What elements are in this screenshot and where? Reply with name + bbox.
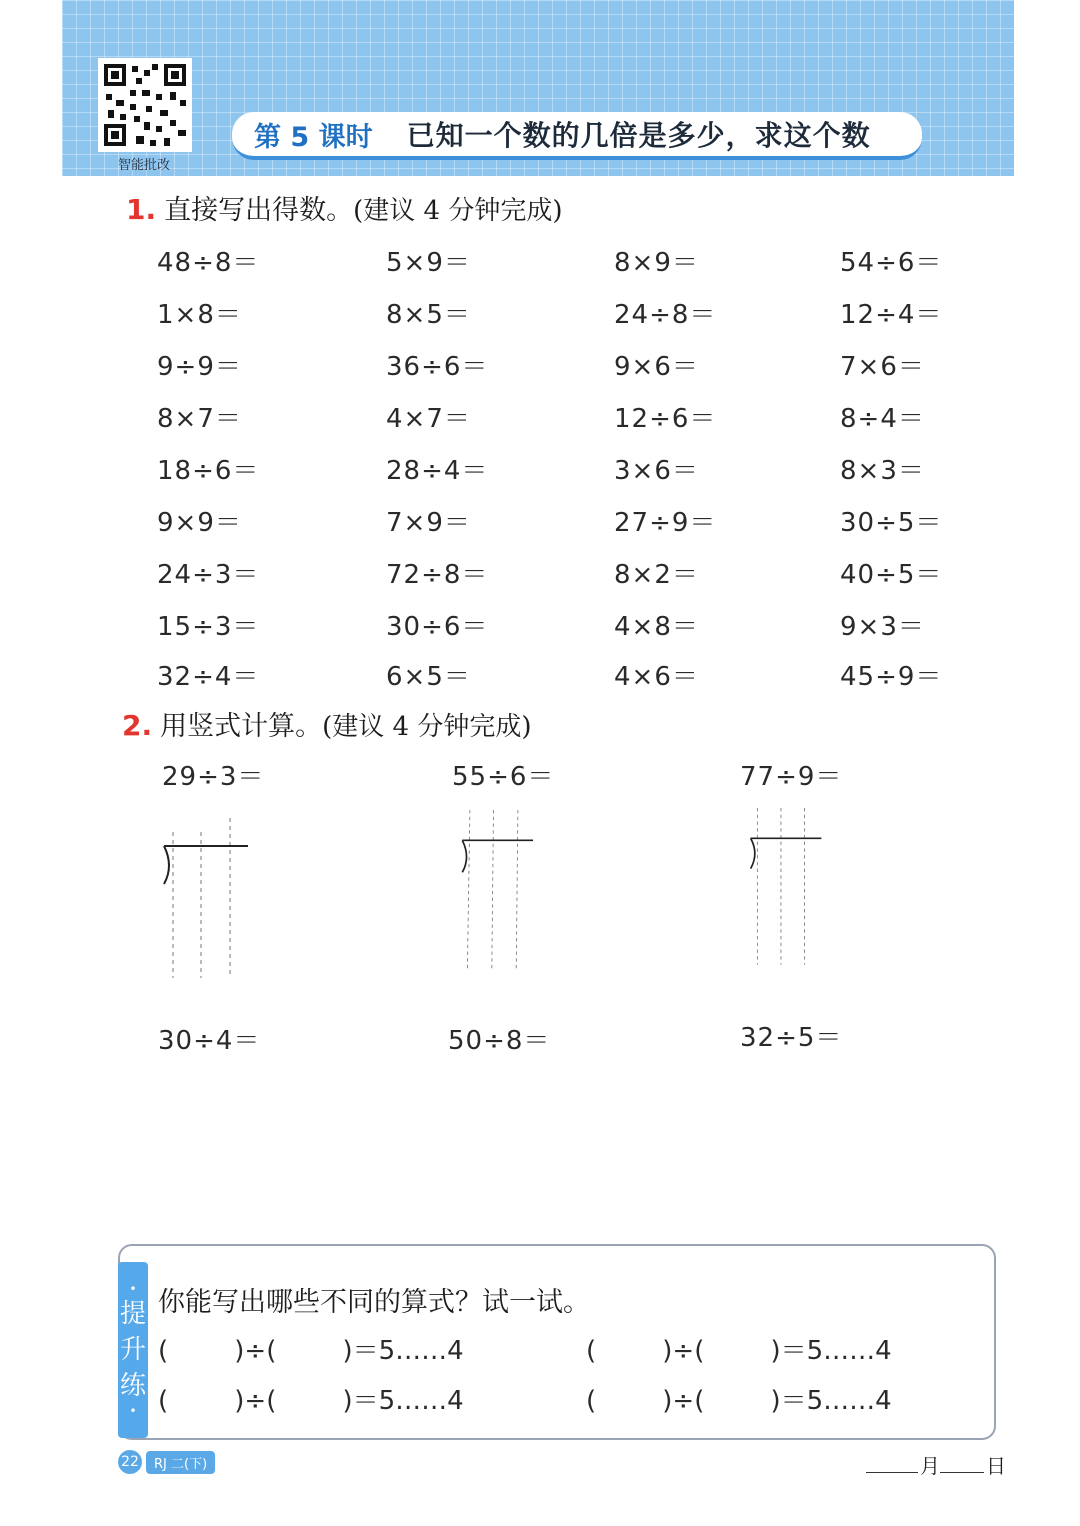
page-number: 22 bbox=[118, 1450, 142, 1474]
tab-dot: • bbox=[129, 1404, 137, 1418]
long-division-workspace[interactable] bbox=[160, 818, 252, 978]
long-division-problem: 29÷3＝ bbox=[162, 762, 265, 792]
math-equation: 40÷5＝ bbox=[840, 560, 943, 590]
long-division-problem: 77÷9＝ bbox=[740, 762, 843, 792]
section-2-heading bbox=[122, 704, 531, 743]
math-equation: 9×3＝ bbox=[840, 612, 925, 642]
math-equation: 48÷8＝ bbox=[157, 248, 260, 278]
math-equation: 7×6＝ bbox=[840, 352, 925, 382]
book-tag: RJ 二(下) bbox=[146, 1451, 215, 1474]
practice-tab-char: 提 bbox=[119, 1299, 146, 1329]
math-equation: 9×6＝ bbox=[614, 352, 699, 382]
math-equation: 54÷6＝ bbox=[840, 248, 943, 278]
lesson-number: 第 5 课时 bbox=[254, 121, 373, 153]
practice-tab-char: 升 bbox=[119, 1335, 146, 1365]
section-2-note: (建议 4 分钟完成) bbox=[322, 712, 532, 742]
math-equation: 1×8＝ bbox=[157, 300, 242, 330]
qr-label: 智能批改 bbox=[117, 158, 170, 173]
math-equation: 30÷5＝ bbox=[840, 508, 943, 538]
section-1-number: 1. bbox=[126, 193, 157, 226]
math-equation: 45÷9＝ bbox=[840, 662, 943, 692]
math-equation: 6×5＝ bbox=[386, 662, 471, 692]
math-equation: 27÷9＝ bbox=[614, 508, 717, 538]
math-equation: 72÷8＝ bbox=[386, 560, 489, 590]
math-equation: 12÷4＝ bbox=[840, 300, 943, 330]
section-1-note: (建议 4 分钟完成) bbox=[353, 196, 563, 226]
lesson-title-bar bbox=[232, 112, 922, 160]
section-1-heading bbox=[126, 188, 562, 227]
month-label: 月 bbox=[920, 1454, 940, 1478]
math-equation: 8×5＝ bbox=[386, 300, 471, 330]
section-1-title: 直接写出得数。 bbox=[164, 195, 354, 226]
math-equation: 18÷6＝ bbox=[157, 456, 260, 486]
month-blank[interactable] bbox=[866, 1472, 918, 1473]
practice-tab-char: 练 bbox=[119, 1371, 146, 1401]
lesson-title: 已知一个数的几倍是多少，求这个数 bbox=[406, 119, 871, 152]
section-2-title: 用竖式计算。 bbox=[160, 711, 323, 742]
long-division-problem: 30÷4＝ bbox=[158, 1026, 261, 1056]
math-equation: 8÷4＝ bbox=[840, 404, 925, 434]
math-equation: 24÷8＝ bbox=[614, 300, 717, 330]
math-equation: 12÷6＝ bbox=[614, 404, 717, 434]
math-equation: 24÷3＝ bbox=[157, 560, 260, 590]
math-equation: 5×9＝ bbox=[386, 248, 471, 278]
math-equation: 32÷4＝ bbox=[157, 662, 260, 692]
math-equation: 30÷6＝ bbox=[386, 612, 489, 642]
math-equation: 4×8＝ bbox=[614, 612, 699, 642]
long-division-problem: 50÷8＝ bbox=[448, 1026, 551, 1056]
long-division-problem: 32÷5＝ bbox=[740, 1023, 843, 1053]
math-equation: 36÷6＝ bbox=[386, 352, 489, 382]
math-equation: 15÷3＝ bbox=[157, 612, 260, 642]
math-equation: 3×6＝ bbox=[614, 456, 699, 486]
math-equation: 4×7＝ bbox=[386, 404, 471, 434]
fill-in-equation[interactable]: ( )÷( )＝5……4 bbox=[586, 1336, 892, 1366]
math-equation: 8×2＝ bbox=[614, 560, 699, 590]
fill-in-equation[interactable]: ( )÷( )＝5……4 bbox=[586, 1386, 892, 1416]
day-blank[interactable] bbox=[940, 1472, 984, 1473]
section-2-number: 2. bbox=[122, 709, 153, 742]
tab-dot: • bbox=[129, 1282, 137, 1296]
math-equation: 9÷9＝ bbox=[157, 352, 242, 382]
day-label: 日 bbox=[986, 1454, 1006, 1478]
page-footer bbox=[118, 1451, 215, 1473]
math-equation: 8×9＝ bbox=[614, 248, 699, 278]
long-division-workspace[interactable] bbox=[740, 808, 832, 968]
practice-tab bbox=[118, 1262, 148, 1438]
fill-in-equation[interactable]: ( )÷( )＝5……4 bbox=[158, 1386, 464, 1416]
math-equation: 28÷4＝ bbox=[386, 456, 489, 486]
math-equation: 4×6＝ bbox=[614, 662, 699, 692]
math-equation: 8×7＝ bbox=[157, 404, 242, 434]
fill-in-equation[interactable]: ( )÷( )＝5……4 bbox=[158, 1336, 464, 1366]
long-division-problem: 55÷6＝ bbox=[452, 762, 555, 792]
qr-code[interactable] bbox=[98, 58, 192, 152]
practice-question: 你能写出哪些不同的算式？试一试。 bbox=[158, 1287, 590, 1318]
math-equation: 7×9＝ bbox=[386, 508, 471, 538]
long-division-workspace[interactable] bbox=[450, 810, 542, 970]
math-equation: 9×9＝ bbox=[157, 508, 242, 538]
math-equation: 8×3＝ bbox=[840, 456, 925, 486]
